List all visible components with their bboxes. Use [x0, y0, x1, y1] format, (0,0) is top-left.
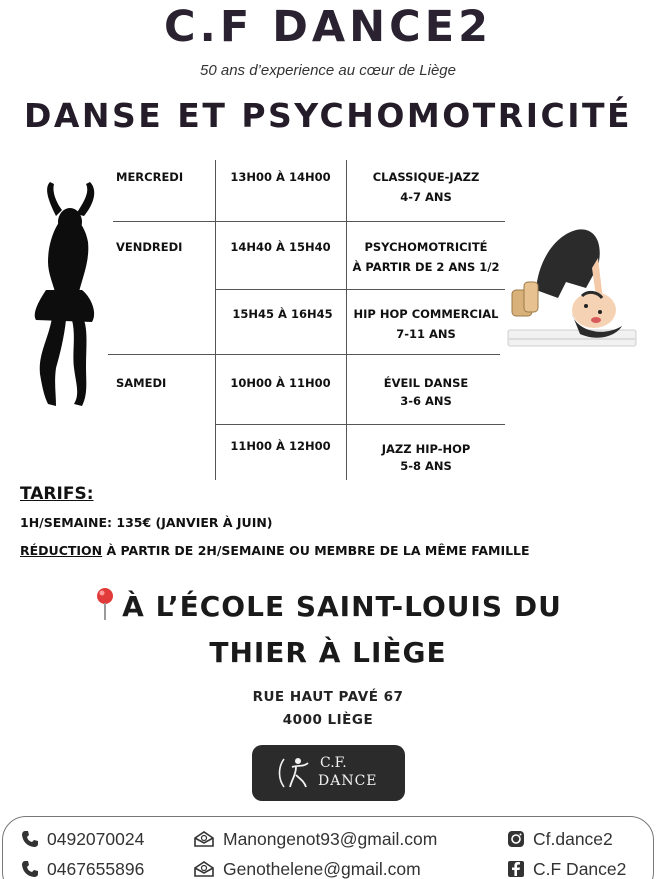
session-time: 15H45 À 16H45	[232, 307, 333, 321]
tarifs-title: TARIFS:	[20, 484, 94, 504]
session-age: 5-8 ANS	[400, 459, 452, 473]
venue-line-2: THIER À LIÈGE	[209, 636, 447, 669]
cf-dance-logo	[252, 745, 405, 801]
instagram-icon	[507, 830, 525, 848]
session-class: ÉVEIL DANSE	[383, 376, 469, 390]
phone-1[interactable]	[21, 829, 144, 850]
map-pin-icon	[94, 586, 116, 622]
tagline: 50 ans d’experience au cœur de Liège	[200, 62, 456, 79]
email-icon	[193, 830, 215, 848]
session-age: 3-6 ANS	[400, 394, 452, 408]
logo-line-2: DANCE	[318, 773, 378, 789]
session-age: 7-11 ANS	[396, 327, 456, 341]
phone-icon	[21, 860, 39, 878]
instagram-text: Cf.dance2	[533, 829, 613, 849]
phone-2[interactable]	[21, 859, 144, 879]
facebook-link[interactable]	[507, 859, 626, 879]
session-time: 11H00 À 12H00	[230, 439, 331, 453]
email-2-text: Genothelene@gmail.com	[223, 859, 421, 879]
session-class: PSYCHOMOTRICITÉ	[364, 240, 488, 254]
session-class: HIP HOP COMMERCIAL	[353, 307, 499, 321]
venue-line-1	[0, 586, 656, 623]
facebook-icon	[507, 860, 525, 878]
venue-city: 4000 LIÈGE	[282, 712, 374, 728]
logo-line-1: C.F.	[320, 755, 347, 771]
reduction-text: À PARTIR DE 2H/SEMAINE OU MEMBRE DE LA MÊME FAMILLE	[102, 543, 530, 558]
session-age: 4-7 ANS	[400, 190, 452, 204]
venue-street: RUE HAUT PAVÉ 67	[252, 689, 404, 705]
email-icon	[193, 860, 215, 878]
dancer-silhouette-icon	[18, 178, 114, 410]
session-class: CLASSIQUE-JAZZ	[372, 170, 480, 184]
instagram-link[interactable]	[507, 829, 613, 850]
email-2[interactable]	[193, 859, 421, 879]
session-class: JAZZ HIP-HOP	[381, 442, 471, 456]
session-time: 13H00 À 14H00	[230, 170, 331, 184]
headline: DANSE ET PSYCHOMOTRICITÉ	[23, 96, 633, 135]
email-1[interactable]	[193, 829, 437, 850]
session-age: À PARTIR DE 2 ANS 1/2	[352, 260, 500, 274]
reduction-label: RÉDUCTION	[20, 543, 103, 558]
session-time: 10H00 À 11H00	[230, 376, 331, 390]
phone-2-text: 0467655896	[47, 859, 145, 879]
tarif-price: 1H/SEMAINE: 135€ (JANVIER À JUIN)	[20, 515, 273, 530]
child-exercise-icon	[506, 218, 640, 354]
phone-icon	[21, 830, 39, 848]
session-time: 14H40 À 15H40	[230, 240, 331, 254]
day-wednesday: MERCREDI	[116, 170, 184, 184]
phone-1-text: 0492070024	[47, 829, 145, 849]
contact-footer	[2, 816, 654, 879]
day-friday: VENDREDI	[116, 240, 183, 254]
tarif-reduction	[20, 543, 530, 558]
email-1-text: Manongenot93@gmail.com	[223, 829, 438, 849]
day-saturday: SAMEDI	[116, 376, 167, 390]
venue-line-1-text: À L’ÉCOLE SAINT-LOUIS DU	[122, 590, 562, 623]
facebook-text: C.F Dance2	[533, 859, 627, 879]
brand-title: C.F DANCE2	[163, 2, 493, 52]
dancer-logo-icon	[274, 753, 314, 793]
